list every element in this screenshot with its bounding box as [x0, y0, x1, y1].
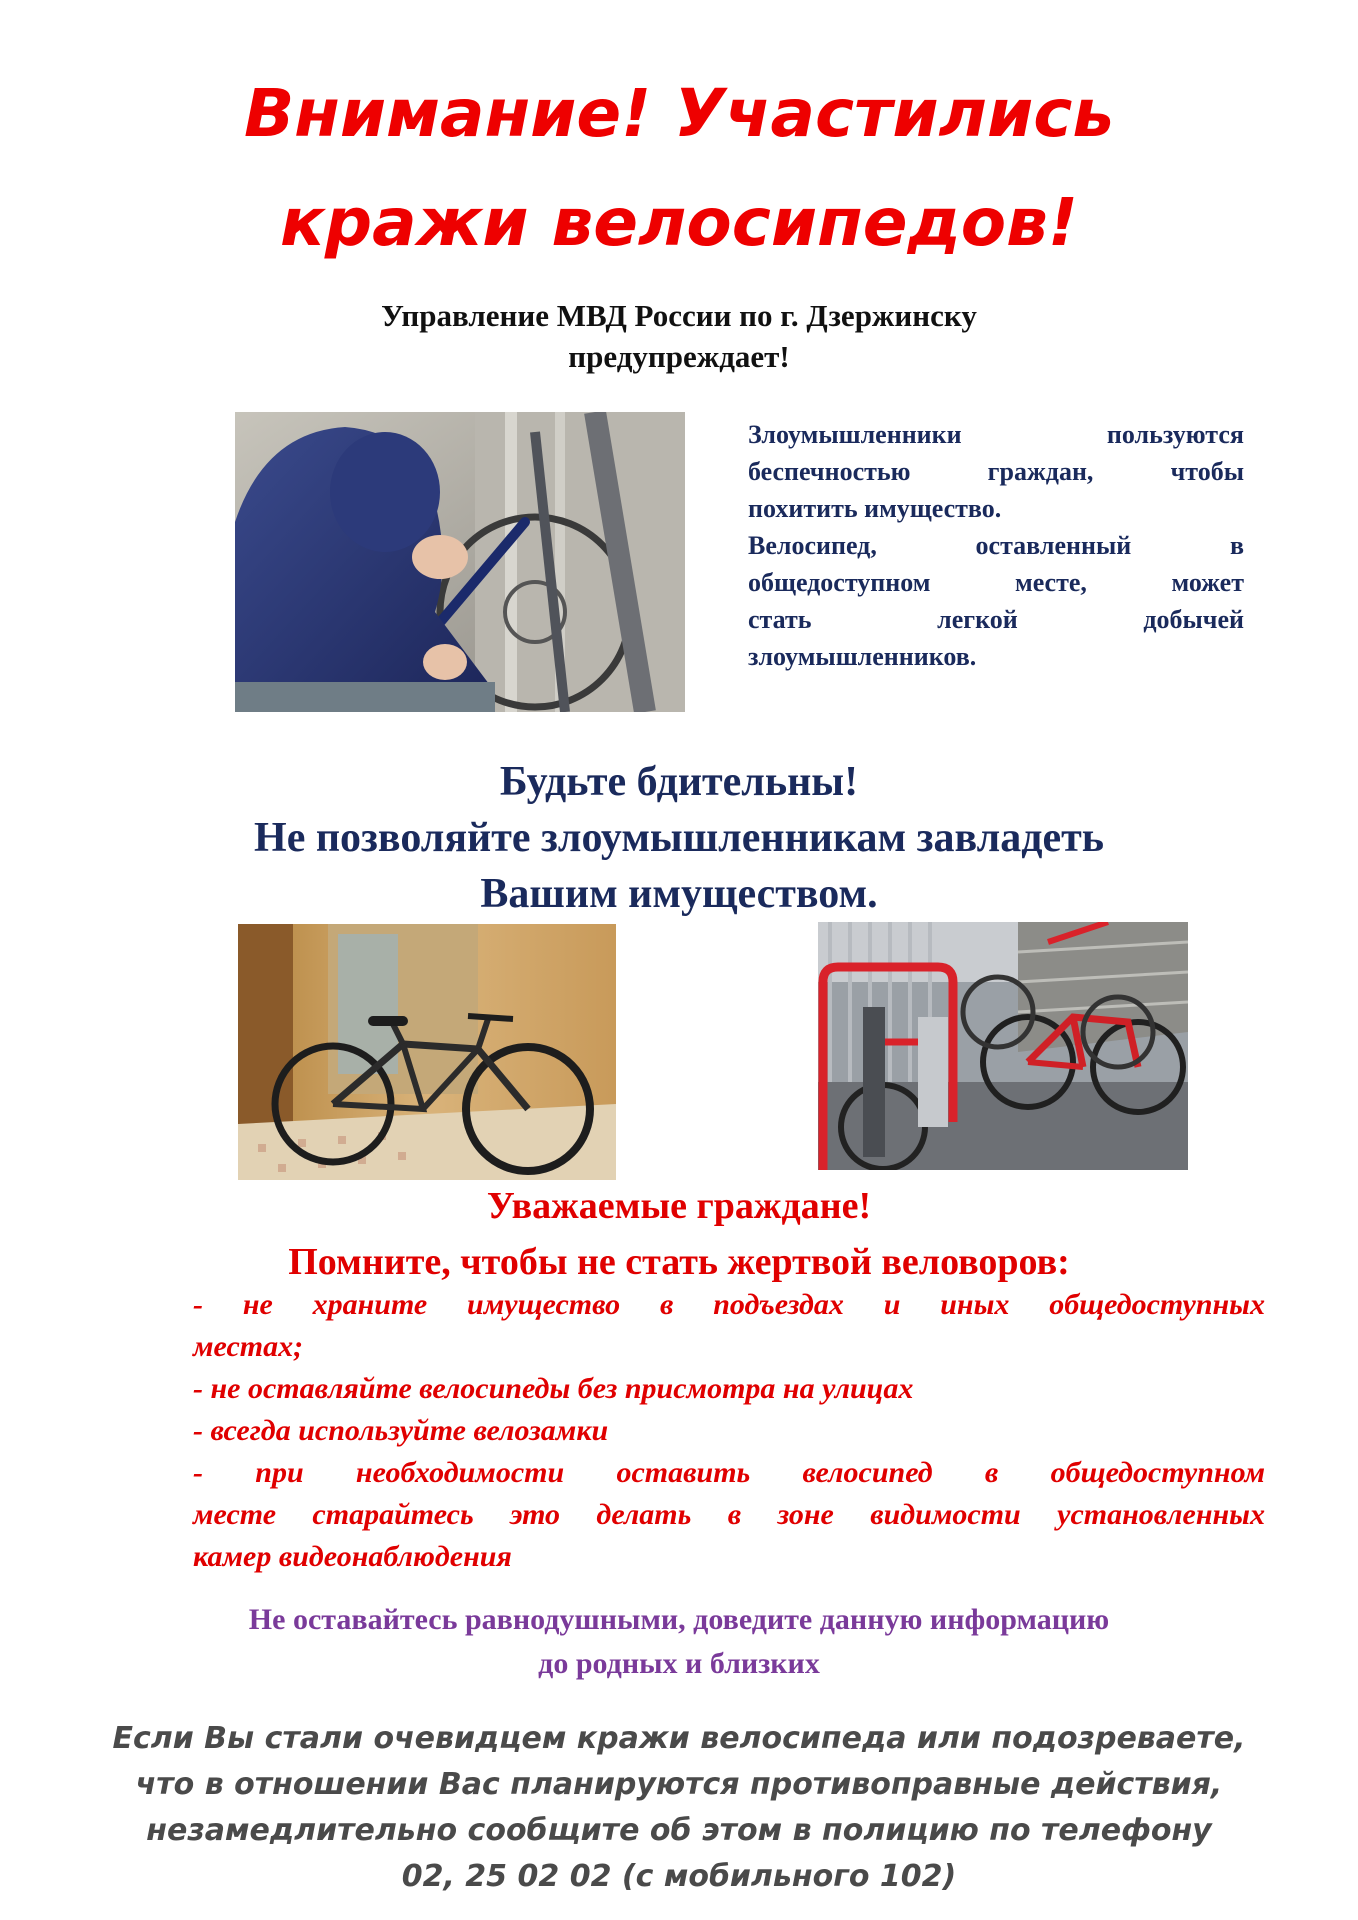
warning-line: злоумышленников.: [748, 642, 977, 671]
warning-line: похитить имущество.: [748, 494, 1002, 523]
tip-line: - всегда используйте велозамки: [193, 1414, 609, 1447]
footer-phone-line: 02, 25 02 02 (с мобильного 102): [401, 1859, 957, 1894]
footer-line3: незамедлительно сообщите об этом в полицию по телефону: [146, 1813, 1212, 1848]
vigilance-line3: Вашим имуществом.: [480, 871, 878, 917]
warning-paragraph: [748, 416, 1244, 675]
warning-line: Велосипед, оставленный в: [748, 531, 1244, 560]
citizens-subheading: Помните, чтобы не стать жертвой веловоров:: [288, 1241, 1070, 1283]
tip-line: камер видеонаблюдения: [193, 1540, 512, 1573]
citizens-heading: Уважаемые граждане!: [486, 1185, 872, 1227]
tip-line: - не оставляйте велосипеды без присмотра на улицах: [193, 1372, 914, 1405]
photo-thief-cutting-lock: [235, 412, 685, 712]
vigilance-line2: Не позволяйте злоумышленникам завладеть: [254, 815, 1104, 861]
poster-title-line2: кражи велосипедов!: [280, 184, 1078, 261]
share-line2: до родных и близких: [538, 1647, 820, 1680]
safety-tips-list: [193, 1284, 1265, 1578]
footer-line1: Если Вы стали очевидцем кражи велосипеда или подозреваете,: [112, 1721, 1246, 1756]
warning-line: стать легкой добычей: [748, 605, 1244, 634]
poster-title-line1: Внимание! Участились: [243, 75, 1115, 152]
tip-line: - при необходимости оставить велосипед в общедоступном: [193, 1456, 1265, 1489]
footer-line2: что в отношении Вас планируются противоправные действия,: [135, 1767, 1223, 1802]
tip-line: - не храните имущество в подъездах и иных общедоступных: [193, 1288, 1265, 1321]
warning-line: Злоумышленники пользуются: [748, 420, 1244, 449]
share-line1: Не оставайтесь равнодушными, доведите данную информацию: [248, 1603, 1110, 1636]
tip-line: месте старайтесь это делать в зоне видимости установленных: [193, 1498, 1265, 1531]
subtitle-line1: Управление МВД России по г. Дзержинску: [381, 298, 977, 333]
subtitle-line2: предупреждает!: [568, 339, 790, 374]
photo-bikes-at-rack: [818, 922, 1188, 1170]
warning-line: беспечностью граждан, чтобы: [748, 457, 1244, 486]
tip-line: местах;: [193, 1330, 304, 1363]
photo-bike-in-stairwell: [238, 924, 616, 1180]
vigilance-line1: Будьте бдительны!: [499, 759, 859, 805]
warning-line: общедоступном месте, может: [748, 568, 1244, 597]
